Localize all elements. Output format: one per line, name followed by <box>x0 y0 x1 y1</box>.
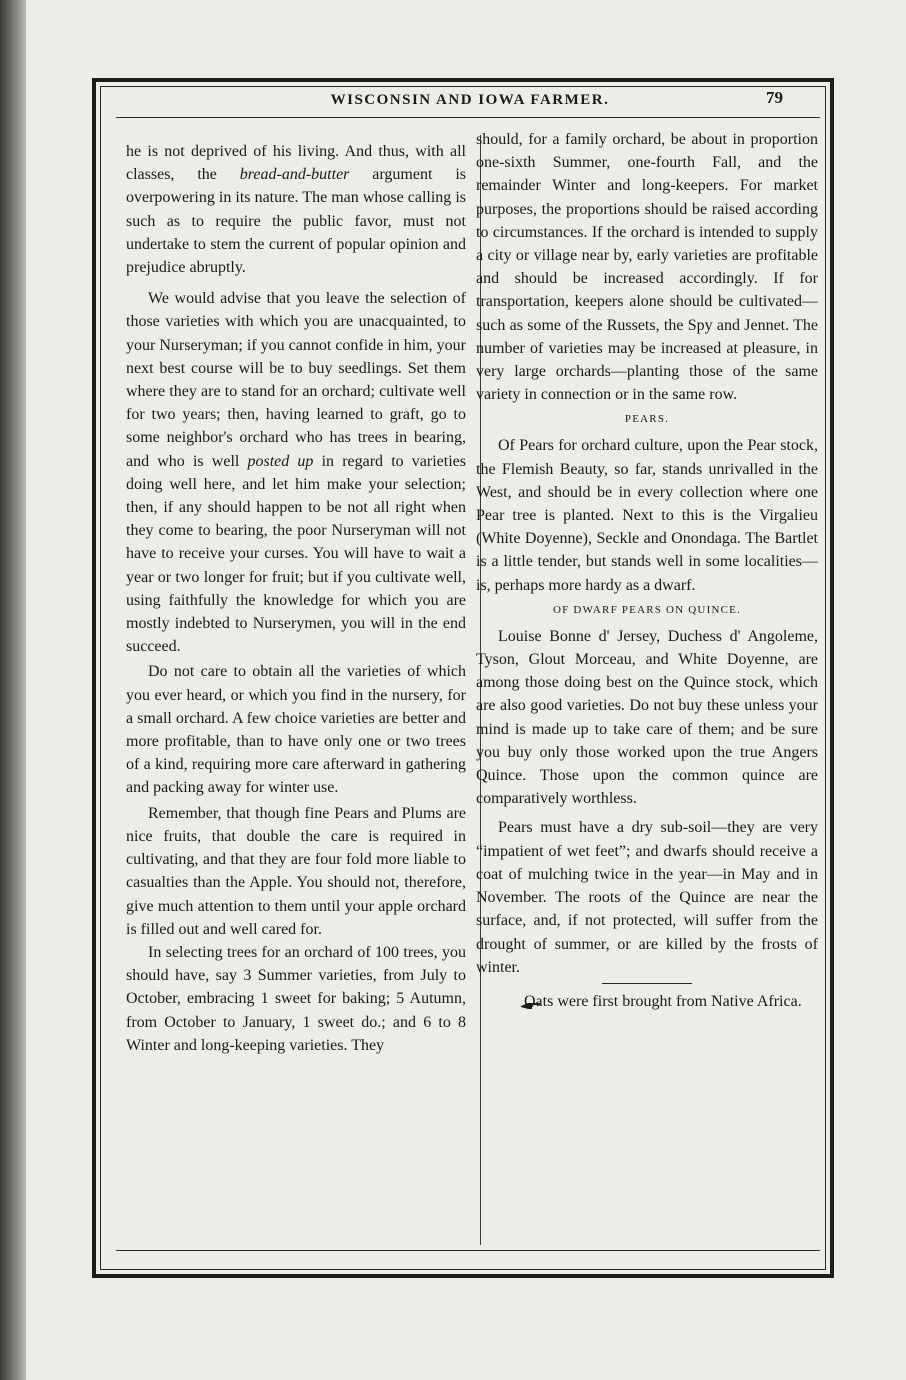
right-paragraph-4: Pears must have a dry sub-soil—they are very “impatient of wet feet”; and dwarfs should receive a coat of mulching twice in the year—in May and in November. The roots of the Quince are near the surface, and, if not protected, will suffer from the drought of summer, or are killed by the frosts of winter. <box>476 819 818 976</box>
left-paragraph-4: Remember, that though fine Pears and Plums are nice fruits, that double the care is required in cultivating, and that they are four fold more liable to casualties than the Apple. You should not, therefore, give much attention to them until your apple orchard is filled out and well cared for. <box>126 804 466 938</box>
right-paragraph-2: Of Pears for orchard culture, upon the Pear stock, the Flemish Beauty, so far, stands unrivalled in the West, and should be in every collection where one Pear tree is planted. Next to this is the Virgalieu (White Doyenne), Seckle and Onondaga. The Bartlet is a little tender, but stands well in some localities—is, perhaps more hardy as a dwarf. <box>476 437 818 594</box>
left-paragraph-2: We would advise that you leave the selection of those varieties with which you are unacquainted, to your Nurseryman; if you cannot confide in him, your next best course will be to buy seedlings. Set them where they are to stand for an orchard; cultivate well for two years; then, having learned to graft, go to some neighbor's orchard who has trees in bearing, and who is well posted up in regard to varieties doing well here, and let him make your selection; then, if any should happen to be not all right when they come to bearing, the poor Nurseryman will not have to receive your curses. You will have to wait a year or two longer for fruit; but if you cultivate well, using faithfully the knowledge for which you are mostly indebted to Nurserymen, you will in the end succeed. <box>126 290 467 656</box>
book-binding <box>0 0 26 1380</box>
section-heading-dwarf-pears: OF DWARF PEARS ON QUINCE. <box>553 603 741 616</box>
header-rule <box>116 117 820 118</box>
right-paragraph-3: Louise Bonne d' Jersey, Duchess d' Angoleme, Tyson, Glout Morceau, and White Doyenne, are among those doing best on the Quince stock, which are also good varieties. Do not buy these unless your mind is made up to take care of them; and be sure you buy only those worked upon the true Angers Quince. Those upon the common quince are comparatively worthless. <box>476 627 818 808</box>
page-number: 79 <box>766 88 783 107</box>
pointing-hand-icon <box>498 996 520 1008</box>
left-column <box>126 140 466 1057</box>
left-paragraph-3: Do not care to obtain all the varieties of which you ever heard, or which you find in the nursery, for a small orchard. A few choice varieties are better and more profitable, than to have only one or two trees of a kind, requiring more care afterward in gathering and packing away for winter use. <box>126 663 466 797</box>
left-paragraph-5: In selecting trees for an orchard of 100 trees, you should have, say 3 Summer varieties, from July to October, embracing 1 sweet for baking; 5 Autumn, from October to January, 1 sweet do.; and 6 to 8 Winter and long-keeping varieties. They <box>126 943 466 1054</box>
running-header-title: WISCONSIN AND IOWA FARMER. <box>330 92 610 108</box>
left-paragraph-1: he is not deprived of his living. And thus, with all classes, the bread-and-butter argument is overpowering in its nature. The man whose calling is such as to require the public favor, must not undertake to stem the current of popular opinion and prejudice abruptly. <box>126 143 466 277</box>
right-paragraph-1: should, for a family orchard, be about in proportion one-sixth Summer, one-fourth Fall, and the remainder Winter and long-keepers. For market purposes, the proportions should be raised according to circumstances. If the orchard is intended to supply a city or village near by, early varieties are profitable and should be increased accordingly. If for transportation, keepers alone should be cultivated—such as some of the Russets, the Spy and Jennet. The number of varieties may be increased at pleasure, in very large orchards—planting those of the same variety in connection or in the same row. <box>476 131 818 404</box>
section-divider <box>602 983 692 984</box>
bottom-rule <box>116 1250 820 1251</box>
closing-note: Oats were first brought from Native Africa. <box>476 990 818 1013</box>
right-column <box>476 128 818 1013</box>
section-heading-pears: PEARS. <box>624 413 670 426</box>
